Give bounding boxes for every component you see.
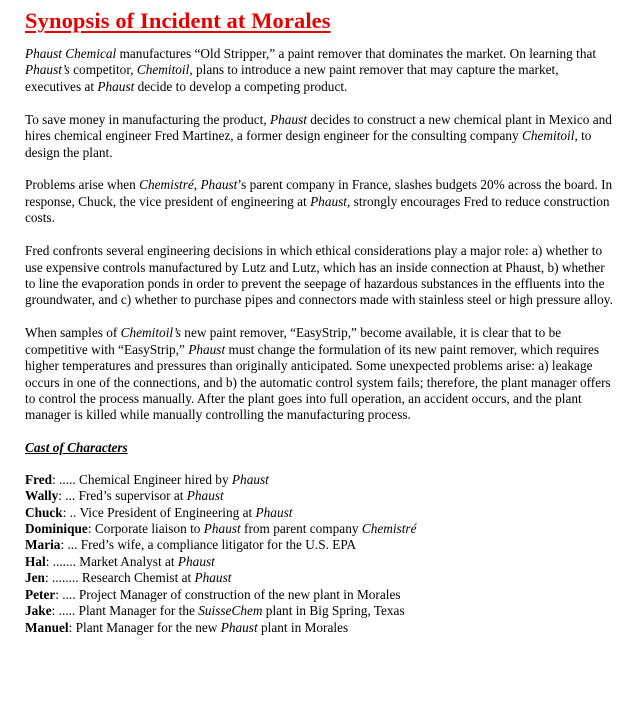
synopsis-paragraph bbox=[25, 112, 613, 161]
italic-text-run: Phaust’s bbox=[25, 62, 70, 78]
italic-text-run: Chemistré bbox=[361, 520, 417, 536]
italic-text-run: Chemitoil’s bbox=[120, 325, 181, 341]
italic-text-run: Phaust bbox=[255, 504, 293, 520]
italic-text-run: Chemistré bbox=[139, 177, 194, 193]
text-run: Fred confronts several engineering decisions in which ethical considerations play a major role: a) whether to use expensive controls manufactured by Lutz and Lutz, which has an inside connection at Phaust, b) whether to line the evaporation ponds in order to prevent the seepage of hazardous substances in the effluents into the groundwater, and c) whether to purchase pipes and connectors made with stainless steel or high pressure alloy. bbox=[25, 243, 613, 308]
italic-text-run: Phaust bbox=[200, 177, 238, 193]
italic-text-run: Phaust bbox=[220, 619, 258, 635]
italic-text-run: Phaust Chemical bbox=[25, 46, 117, 61]
italic-text-run: SuisseChem bbox=[198, 603, 263, 619]
document-title: Synopsis of Incident at Morales bbox=[25, 8, 331, 33]
italic-text-run: Phaust bbox=[188, 341, 226, 357]
text-run: , bbox=[193, 177, 201, 193]
italic-text-run: Phaust bbox=[97, 78, 135, 94]
synopsis-paragraph bbox=[25, 46, 613, 95]
text-run: : .... Project Manager of construction of the new plant in Morales bbox=[55, 586, 401, 602]
cast-member-wally bbox=[25, 488, 613, 504]
text-run: from parent company bbox=[240, 520, 362, 536]
synopsis-paragraph bbox=[25, 243, 613, 309]
cast-member-name: Hal bbox=[25, 553, 46, 569]
text-run: must change the formulation of its new paint remover, which requires higher temperatures and pressures than originally anticipated. Some unexpected problems arise: a) leakage occurs in one of the connections, and b) the automatic control system fails; therefore, the plant manager offers to control the process manually. After the plant goes into full operation, an accident occurs, and the plant manager is killed while manually controlling the manufacturing process. bbox=[25, 341, 611, 423]
text-run: Problems arise when bbox=[25, 177, 140, 193]
text-run: : Plant Manager for the new bbox=[68, 619, 221, 635]
text-run: , to design the plant. bbox=[25, 128, 592, 160]
cast-member-name: Peter bbox=[25, 586, 56, 602]
text-run: : ........ Research Chemist at bbox=[44, 570, 195, 586]
text-run: new paint remover, “EasyStrip,” become available, it is clear that to be competitive with “EasyStrip,” bbox=[25, 325, 562, 357]
text-run: ’s parent company in France, slashes budgets 20% across the board. In response, Chuck, the vice president of engineering at bbox=[25, 177, 613, 209]
italic-text-run: Phaust bbox=[270, 111, 307, 127]
text-run: , plans to introduce a new paint remover that may capture the market, executives at bbox=[25, 62, 559, 94]
text-run: plant in Morales bbox=[257, 619, 349, 635]
cast-member-peter bbox=[25, 587, 613, 603]
italic-text-run: Phaust bbox=[231, 471, 269, 487]
cast-member-hal bbox=[25, 554, 613, 570]
italic-text-run: Phaust bbox=[186, 488, 224, 504]
text-run: plant in Big Spring, Texas bbox=[262, 603, 405, 619]
cast-member-dominique bbox=[25, 521, 613, 537]
italic-text-run: Phaust bbox=[177, 553, 215, 569]
cast-list bbox=[25, 472, 613, 637]
italic-text-run: Chemitoil bbox=[136, 62, 190, 78]
text-run: competitor, bbox=[69, 62, 137, 78]
text-run: : .. Vice President of Engineering at bbox=[62, 504, 256, 520]
text-run: : ... Fred’s wife, a compliance litigator for the U.S. EPA bbox=[60, 537, 357, 553]
text-run: manufactures “Old Stripper,” a paint remover that dominates the market. On learning that bbox=[116, 46, 597, 61]
cast-member-name: Wally bbox=[25, 488, 59, 504]
cast-member-fred bbox=[25, 472, 613, 488]
cast-member-name: Manuel bbox=[25, 619, 69, 635]
text-run: When samples of bbox=[25, 325, 121, 341]
cast-heading: Cast of Characters bbox=[25, 440, 128, 456]
text-run: : ..... Plant Manager for the bbox=[51, 603, 199, 619]
italic-text-run: Phaust bbox=[310, 193, 347, 209]
synopsis-paragraph bbox=[25, 325, 613, 423]
text-run: , strongly encourages Fred to reduce construction costs. bbox=[25, 193, 610, 226]
text-run: decides to construct a new chemical plant in Mexico and hires chemical engineer Fred Martinez, a former design engineer for the consulting company bbox=[25, 111, 612, 144]
text-run: : Corporate liaison to bbox=[87, 520, 204, 536]
cast-member-name: Chuck bbox=[25, 504, 63, 520]
cast-member-name: Fred bbox=[25, 471, 53, 487]
cast-member-maria bbox=[25, 537, 613, 553]
italic-text-run: Phaust bbox=[203, 520, 241, 536]
text-run: : ... Fred’s supervisor at bbox=[58, 488, 187, 504]
text-run: decide to develop a competing product. bbox=[134, 78, 348, 94]
italic-text-run: Chemitoil bbox=[521, 128, 575, 144]
cast-member-name: Dominique bbox=[25, 520, 88, 536]
cast-member-manuel bbox=[25, 620, 613, 636]
synopsis-body bbox=[25, 46, 613, 424]
cast-member-chuck bbox=[25, 505, 613, 521]
cast-member-name: Jake bbox=[25, 603, 52, 619]
document-page bbox=[25, 8, 613, 636]
text-run: To save money in manufacturing the product, bbox=[25, 111, 270, 127]
synopsis-paragraph bbox=[25, 177, 613, 226]
cast-member-name: Maria bbox=[25, 537, 61, 553]
cast-member-name: Jen bbox=[25, 570, 45, 586]
text-run: : ..... Chemical Engineer hired by bbox=[52, 471, 232, 487]
italic-text-run: Phaust bbox=[194, 570, 232, 586]
cast-member-jake bbox=[25, 603, 613, 619]
text-run: : ....... Market Analyst at bbox=[45, 553, 178, 569]
cast-member-jen bbox=[25, 570, 613, 586]
